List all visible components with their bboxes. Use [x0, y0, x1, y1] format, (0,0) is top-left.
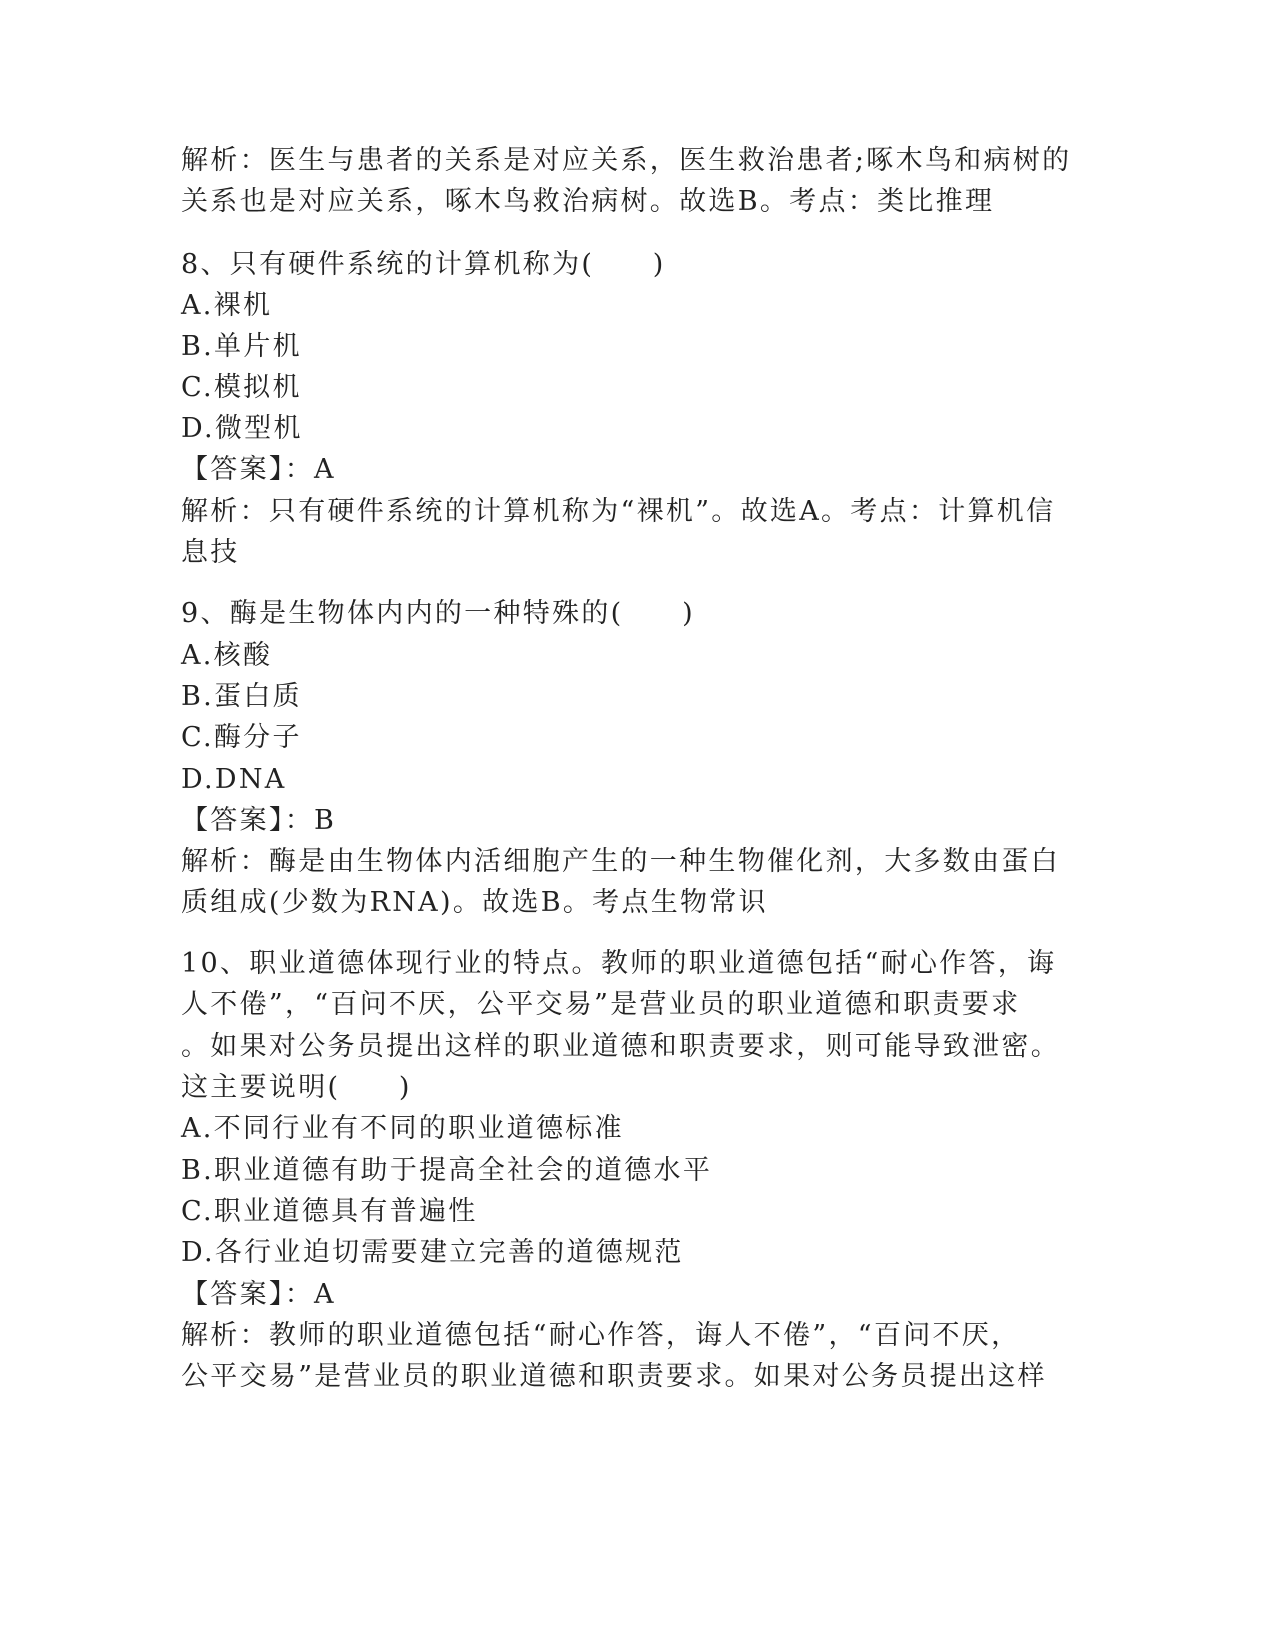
q10-option-b: B.职业道德有助于提高全社会的道德水平	[181, 1155, 713, 1186]
q7-analysis-line-1: 解析：医生与患者的关系是对应关系，医生救治患者;啄木鸟和病树的	[181, 145, 1072, 176]
q8-analysis-line-1: 解析：只有硬件系统的计算机称为“裸机”。故选A。考点：计算机信	[181, 496, 1056, 527]
q8-option-d: D.微型机	[181, 413, 303, 444]
q10-option-a: A.不同行业有不同的职业道德标准	[181, 1113, 624, 1144]
q8-option-b: B.单片机	[181, 331, 302, 362]
q9-option-d: D.DNA	[181, 764, 287, 795]
q10-answer: 【答案】：A	[181, 1279, 336, 1310]
q9-analysis-line-1: 解析：酶是由生物体内活细胞产生的一种生物催化剂，大多数由蛋白	[181, 846, 1060, 877]
q9-answer: 【答案】：B	[181, 805, 337, 836]
q10-question-line-2: 人不倦”，“百问不厌，公平交易”是营业员的职业道德和职责要求	[181, 989, 1021, 1020]
q8-answer: 【答案】：A	[181, 454, 336, 485]
q7-analysis-line-2: 关系也是对应关系，啄木鸟救治病树。故选B。考点：类比推理	[181, 186, 995, 217]
q10-option-c: C.职业道德具有普遍性	[181, 1196, 478, 1227]
q10-question-line-3: 。如果对公务员提出这样的职业道德和职责要求，则可能导致泄密。	[181, 1031, 1060, 1062]
q9-option-c: C.酶分子	[181, 722, 302, 753]
q10-question-line-4: 这主要说明( )	[181, 1072, 412, 1103]
q10-question-line-1: 10、职业道德体现行业的特点。教师的职业道德包括“耐心作答，诲	[181, 948, 1057, 979]
q8-option-c: C.模拟机	[181, 372, 302, 403]
q9-option-b: B.蛋白质	[181, 681, 302, 712]
q9-question: 9、酶是生物体内内的一种特殊的( )	[181, 598, 695, 629]
q10-analysis-line-2: 公平交易”是营业员的职业道德和职责要求。如果对公务员提出这样	[181, 1361, 1047, 1392]
q9-analysis-line-2: 质组成(少数为RNA)。故选B。考点生物常识	[181, 887, 768, 918]
q9-option-a: A.核酸	[181, 640, 273, 671]
q8-question: 8、只有硬件系统的计算机称为( )	[181, 249, 666, 280]
q10-analysis-line-1: 解析：教师的职业道德包括“耐心作答，诲人不倦”，“百问不厌，	[181, 1320, 1021, 1351]
q10-option-d: D.各行业迫切需要建立完善的道德规范	[181, 1237, 684, 1268]
q8-analysis-line-2: 息技	[181, 537, 240, 568]
q8-option-a: A.裸机	[181, 290, 273, 321]
